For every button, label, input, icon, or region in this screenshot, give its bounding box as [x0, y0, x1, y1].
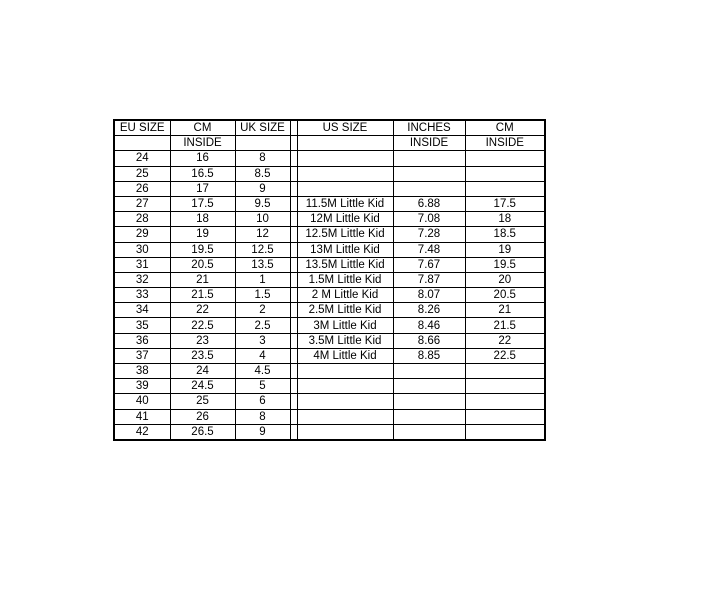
table-row — [114, 257, 545, 272]
table-row — [114, 212, 545, 227]
cell-gap — [290, 151, 297, 166]
cell-cm-inside: 16 — [170, 151, 235, 166]
cell-uk-size: 8 — [235, 409, 290, 424]
cell-inches-inside — [393, 409, 465, 424]
cell-gap — [290, 242, 297, 257]
cell-us-size: 3M Little Kid — [297, 318, 393, 333]
cell-cm-inside-us — [465, 394, 545, 409]
cell-cm-inside: 21 — [170, 272, 235, 287]
cell-cm-inside-us — [465, 166, 545, 181]
header-cell-gap — [290, 120, 297, 136]
cell-uk-size: 5 — [235, 379, 290, 394]
cell-inches-inside — [393, 151, 465, 166]
cell-cm-inside-us — [465, 364, 545, 379]
cell-cm-inside: 21.5 — [170, 288, 235, 303]
table-header-row — [114, 136, 545, 151]
cell-us-size: 12.5M Little Kid — [297, 227, 393, 242]
cell-inches-inside — [393, 394, 465, 409]
cell-uk-size: 9 — [235, 181, 290, 196]
cell-inches-inside: 7.87 — [393, 272, 465, 287]
cell-gap — [290, 227, 297, 242]
cell-inches-inside: 8.46 — [393, 318, 465, 333]
cell-eu-size: 32 — [114, 272, 170, 287]
header-cell-uk-size — [235, 136, 290, 151]
table-row — [114, 181, 545, 196]
cell-inches-inside: 7.67 — [393, 257, 465, 272]
cell-cm-inside-us: 21 — [465, 303, 545, 318]
cell-cm-inside-us: 21.5 — [465, 318, 545, 333]
cell-cm-inside: 17.5 — [170, 196, 235, 211]
cell-cm-inside-us — [465, 424, 545, 440]
cell-us-size — [297, 394, 393, 409]
cell-cm-inside: 23 — [170, 333, 235, 348]
table-row — [114, 379, 545, 394]
cell-uk-size: 2.5 — [235, 318, 290, 333]
cell-eu-size: 26 — [114, 181, 170, 196]
cell-eu-size: 35 — [114, 318, 170, 333]
cell-us-size — [297, 424, 393, 440]
cell-inches-inside — [393, 364, 465, 379]
cell-cm-inside-us — [465, 379, 545, 394]
cell-inches-inside: 8.85 — [393, 348, 465, 363]
cell-gap — [290, 348, 297, 363]
cell-uk-size: 10 — [235, 212, 290, 227]
cell-eu-size: 34 — [114, 303, 170, 318]
cell-eu-size: 31 — [114, 257, 170, 272]
cell-eu-size: 28 — [114, 212, 170, 227]
table-row — [114, 166, 545, 181]
table-row — [114, 227, 545, 242]
cell-us-size: 1.5M Little Kid — [297, 272, 393, 287]
cell-gap — [290, 379, 297, 394]
cell-cm-inside: 26 — [170, 409, 235, 424]
cell-uk-size: 1.5 — [235, 288, 290, 303]
table-row — [114, 394, 545, 409]
table-row — [114, 288, 545, 303]
cell-cm-inside-us — [465, 409, 545, 424]
cell-gap — [290, 212, 297, 227]
cell-cm-inside: 19.5 — [170, 242, 235, 257]
cell-eu-size: 39 — [114, 379, 170, 394]
cell-inches-inside — [393, 379, 465, 394]
cell-cm-inside: 16.5 — [170, 166, 235, 181]
cell-cm-inside: 23.5 — [170, 348, 235, 363]
cell-uk-size: 9 — [235, 424, 290, 440]
cell-inches-inside: 7.28 — [393, 227, 465, 242]
cell-cm-inside-us: 18 — [465, 212, 545, 227]
table-row — [114, 196, 545, 211]
cell-uk-size: 6 — [235, 394, 290, 409]
header-cell-eu-size — [114, 136, 170, 151]
header-cell-cm-inside: CM — [170, 120, 235, 136]
cell-cm-inside-us — [465, 151, 545, 166]
cell-eu-size: 42 — [114, 424, 170, 440]
cell-uk-size: 2 — [235, 303, 290, 318]
size-chart-table — [113, 119, 546, 441]
header-cell-inches-inside: INSIDE — [393, 136, 465, 151]
cell-inches-inside — [393, 181, 465, 196]
cell-cm-inside: 24.5 — [170, 379, 235, 394]
table-row — [114, 409, 545, 424]
cell-cm-inside-us: 20.5 — [465, 288, 545, 303]
cell-uk-size: 13.5 — [235, 257, 290, 272]
cell-us-size: 2 M Little Kid — [297, 288, 393, 303]
cell-uk-size: 9.5 — [235, 196, 290, 211]
size-chart-body — [114, 120, 545, 440]
cell-cm-inside: 19 — [170, 227, 235, 242]
cell-gap — [290, 272, 297, 287]
cell-us-size — [297, 166, 393, 181]
cell-inches-inside — [393, 166, 465, 181]
cell-inches-inside: 8.66 — [393, 333, 465, 348]
cell-eu-size: 37 — [114, 348, 170, 363]
cell-gap — [290, 288, 297, 303]
cell-uk-size: 1 — [235, 272, 290, 287]
cell-eu-size: 40 — [114, 394, 170, 409]
cell-gap — [290, 303, 297, 318]
header-cell-cm-inside: INSIDE — [170, 136, 235, 151]
header-cell-gap — [290, 136, 297, 151]
header-cell-us-size: US SIZE — [297, 120, 393, 136]
header-cell-us-size — [297, 136, 393, 151]
cell-gap — [290, 409, 297, 424]
cell-gap — [290, 333, 297, 348]
cell-eu-size: 29 — [114, 227, 170, 242]
cell-uk-size: 8 — [235, 151, 290, 166]
cell-eu-size: 25 — [114, 166, 170, 181]
cell-cm-inside: 25 — [170, 394, 235, 409]
cell-cm-inside-us — [465, 181, 545, 196]
cell-us-size — [297, 151, 393, 166]
cell-cm-inside: 24 — [170, 364, 235, 379]
cell-cm-inside-us: 20 — [465, 272, 545, 287]
cell-uk-size: 12.5 — [235, 242, 290, 257]
cell-inches-inside: 8.07 — [393, 288, 465, 303]
table-row — [114, 364, 545, 379]
cell-cm-inside-us: 22.5 — [465, 348, 545, 363]
cell-inches-inside: 6.88 — [393, 196, 465, 211]
cell-eu-size: 38 — [114, 364, 170, 379]
cell-eu-size: 36 — [114, 333, 170, 348]
cell-gap — [290, 424, 297, 440]
cell-us-size: 11.5M Little Kid — [297, 196, 393, 211]
cell-us-size: 3.5M Little Kid — [297, 333, 393, 348]
cell-gap — [290, 181, 297, 196]
cell-us-size: 13.5M Little Kid — [297, 257, 393, 272]
cell-uk-size: 8.5 — [235, 166, 290, 181]
cell-cm-inside: 17 — [170, 181, 235, 196]
cell-gap — [290, 257, 297, 272]
cell-uk-size: 12 — [235, 227, 290, 242]
cell-cm-inside: 18 — [170, 212, 235, 227]
cell-inches-inside: 8.26 — [393, 303, 465, 318]
table-header-row — [114, 120, 545, 136]
cell-us-size — [297, 409, 393, 424]
table-row — [114, 242, 545, 257]
cell-gap — [290, 196, 297, 211]
cell-uk-size: 4 — [235, 348, 290, 363]
cell-eu-size: 30 — [114, 242, 170, 257]
cell-uk-size: 3 — [235, 333, 290, 348]
cell-eu-size: 41 — [114, 409, 170, 424]
table-row — [114, 272, 545, 287]
cell-cm-inside-us: 17.5 — [465, 196, 545, 211]
cell-us-size — [297, 379, 393, 394]
cell-us-size — [297, 181, 393, 196]
cell-gap — [290, 318, 297, 333]
cell-uk-size: 4.5 — [235, 364, 290, 379]
cell-gap — [290, 364, 297, 379]
table-row — [114, 333, 545, 348]
header-cell-cm-inside-us: CM — [465, 120, 545, 136]
cell-us-size: 13M Little Kid — [297, 242, 393, 257]
table-row — [114, 424, 545, 440]
table-row — [114, 151, 545, 166]
cell-us-size: 2.5M Little Kid — [297, 303, 393, 318]
cell-inches-inside — [393, 424, 465, 440]
cell-inches-inside: 7.08 — [393, 212, 465, 227]
cell-eu-size: 27 — [114, 196, 170, 211]
cell-cm-inside: 22 — [170, 303, 235, 318]
cell-inches-inside: 7.48 — [393, 242, 465, 257]
table-row — [114, 318, 545, 333]
cell-cm-inside-us: 22 — [465, 333, 545, 348]
cell-gap — [290, 166, 297, 181]
header-cell-cm-inside-us: INSIDE — [465, 136, 545, 151]
cell-eu-size: 33 — [114, 288, 170, 303]
cell-cm-inside: 20.5 — [170, 257, 235, 272]
cell-cm-inside: 26.5 — [170, 424, 235, 440]
cell-cm-inside-us: 18.5 — [465, 227, 545, 242]
cell-us-size — [297, 364, 393, 379]
header-cell-inches-inside: INCHES — [393, 120, 465, 136]
cell-gap — [290, 394, 297, 409]
table-row — [114, 348, 545, 363]
cell-us-size: 4M Little Kid — [297, 348, 393, 363]
header-cell-eu-size: EU SIZE — [114, 120, 170, 136]
table-row — [114, 303, 545, 318]
cell-us-size: 12M Little Kid — [297, 212, 393, 227]
cell-cm-inside-us: 19.5 — [465, 257, 545, 272]
cell-cm-inside: 22.5 — [170, 318, 235, 333]
cell-cm-inside-us: 19 — [465, 242, 545, 257]
header-cell-uk-size: UK SIZE — [235, 120, 290, 136]
cell-eu-size: 24 — [114, 151, 170, 166]
